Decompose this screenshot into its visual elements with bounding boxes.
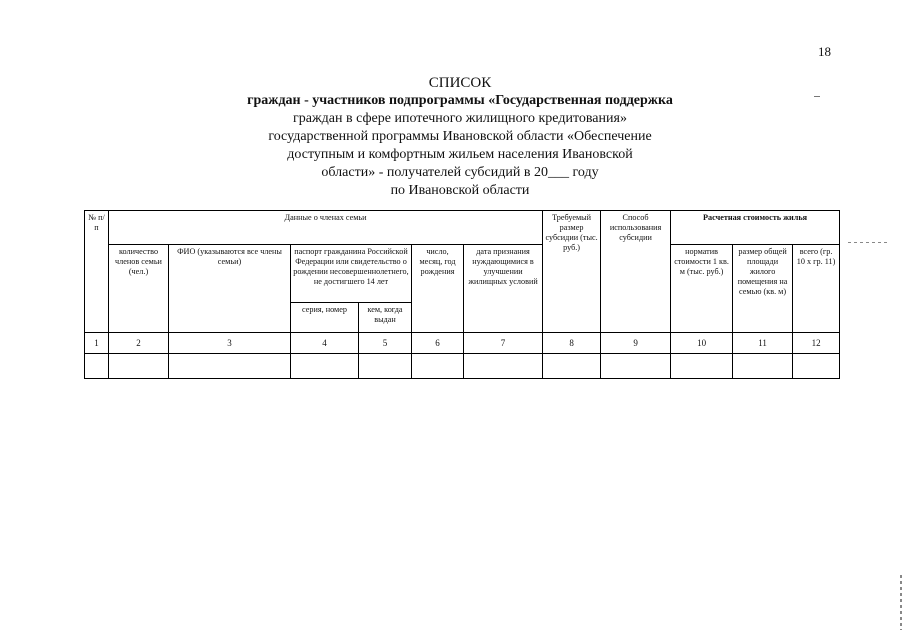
column-number: 6 xyxy=(412,333,464,354)
table-cell[interactable] xyxy=(671,354,733,379)
header-num: № п/п xyxy=(85,211,109,333)
recipients-table xyxy=(84,210,840,379)
column-number: 12 xyxy=(793,333,840,354)
title-line-3: граждан в сфере ипотечного жилищного кредитования» xyxy=(293,111,627,126)
header-passport-issued: кем, когда выдан xyxy=(359,303,412,333)
header-housing-cost: Расчетная стоимость жилья xyxy=(671,211,840,245)
column-number: 7 xyxy=(464,333,543,354)
header-members-count: количество членов семьи (чел.) xyxy=(109,245,169,333)
header-required-subsidy: Требуемый размер субсидии (тыс. руб.) xyxy=(543,211,601,333)
column-number: 10 xyxy=(671,333,733,354)
column-number: 2 xyxy=(109,333,169,354)
table-row xyxy=(85,354,840,379)
table-cell[interactable] xyxy=(109,354,169,379)
column-numbers-row xyxy=(85,333,840,354)
header-recognition-date: дата признания нуждающимися в улучшении жилищных условий xyxy=(464,245,543,333)
title-line-7: по Ивановской области xyxy=(390,183,530,198)
column-number: 9 xyxy=(601,333,671,354)
header-passport-series: серия, номер xyxy=(291,303,359,333)
column-number: 5 xyxy=(359,333,412,354)
table-cell[interactable] xyxy=(359,354,412,379)
table-cell[interactable] xyxy=(793,354,840,379)
column-number: 4 xyxy=(291,333,359,354)
table-cell[interactable] xyxy=(543,354,601,379)
title-line-5: доступным и комфортным жильем населения Ивановской xyxy=(287,147,633,162)
title-line-6: области» - получателей субсидий в 20___ году xyxy=(321,165,599,180)
header-birth-date: число, месяц, год рождения xyxy=(412,245,464,333)
scan-speck xyxy=(814,96,820,97)
scan-speck xyxy=(848,242,888,243)
table-cell[interactable] xyxy=(464,354,543,379)
title-line-2: граждан - участников подпрограммы «Государственная поддержка xyxy=(247,93,673,108)
header-total: всего (гр. 10 x гр. 11) xyxy=(793,245,840,333)
page-number: 18 xyxy=(818,44,831,59)
column-number: 8 xyxy=(543,333,601,354)
table-cell[interactable] xyxy=(291,354,359,379)
column-number: 11 xyxy=(733,333,793,354)
table-cell[interactable] xyxy=(733,354,793,379)
table-cell[interactable] xyxy=(412,354,464,379)
header-fio: ФИО (указываются все члены семьи) xyxy=(169,245,291,333)
scan-edge-marks xyxy=(900,575,902,630)
title-line-1: СПИСОК xyxy=(428,75,492,91)
table-cell[interactable] xyxy=(601,354,671,379)
header-cost-norm: норматив стоимости 1 кв. м (тыс. руб.) xyxy=(671,245,733,333)
table-cell[interactable] xyxy=(169,354,291,379)
header-usage-method: Способ использования субсидии xyxy=(601,211,671,333)
header-area: размер общей площади жилого помещения на семью (кв. м) xyxy=(733,245,793,333)
table-cell[interactable] xyxy=(85,354,109,379)
title-line-4: государственной программы Ивановской области «Обеспечение xyxy=(268,129,652,144)
header-passport: паспорт гражданина Российской Федерации или свидетельство о рождении несовершеннолетнего, не достигшего 14 лет xyxy=(291,245,412,303)
column-number: 1 xyxy=(85,333,109,354)
header-family-data: Данные о членах семьи xyxy=(109,211,543,245)
column-number: 3 xyxy=(169,333,291,354)
document-title xyxy=(180,74,740,200)
